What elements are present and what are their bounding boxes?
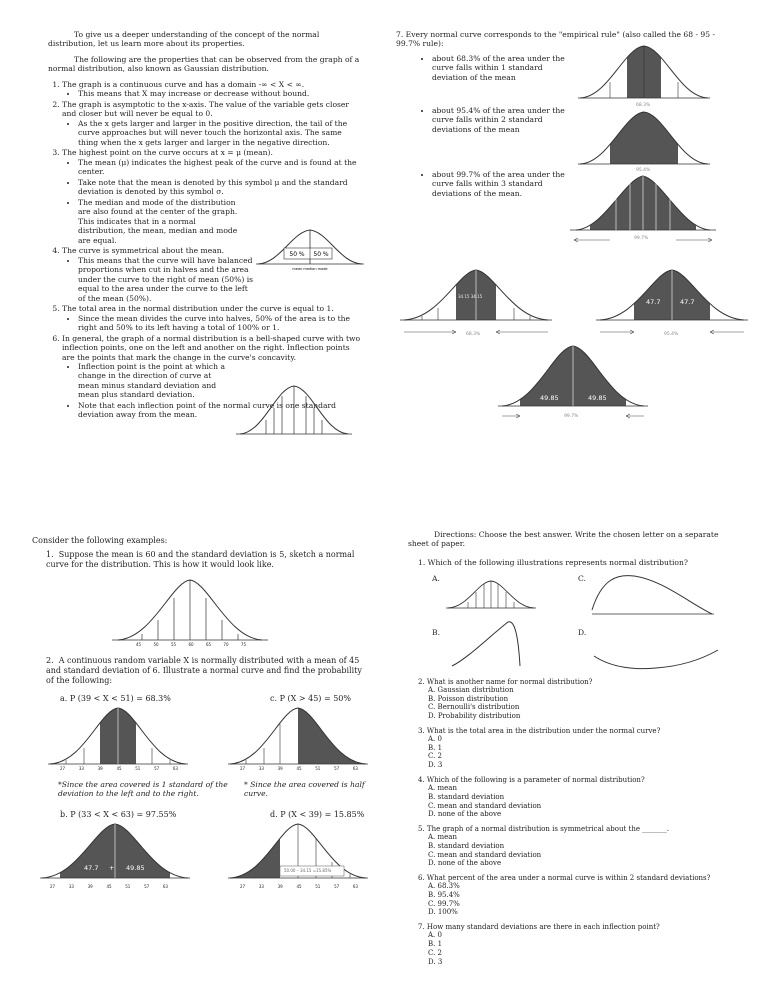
examples-heading: Consider the following examples: <box>32 536 168 545</box>
quiz-directions: Directions: Choose the best answer. Write the chosen letter on a separate sheet of paper. <box>408 530 719 549</box>
quiz-question-1: 1. Which of the following illustrations represents normal distribution? <box>418 558 688 567</box>
quiz-item: 5. The graph of a normal distribution is symmetrical about the _______. A. mean B. standard deviation C. mean and standard deviation D. none of the above <box>418 825 669 868</box>
inflection-curve-figure <box>234 380 354 442</box>
part-a-note: *Since the area covered is 1 standard of the deviation to the left and to the right. <box>58 780 228 799</box>
halves-left-label: 50 % <box>289 251 305 258</box>
pair-left-outer-label: 68.3% <box>466 332 481 337</box>
wide-right-label: 49.85 <box>588 394 607 402</box>
quiz-item: 2. What is another name for normal distribution? A. Gaussian distribution B. Poisson distribution C. Bernoulli's distribution D. Probability distribution <box>418 678 593 721</box>
empirical-label-99: 99.7% <box>634 236 649 241</box>
quiz-item: 7. How many standard deviations are there in each inflection point? A. 0 B. 1 C. 2 D. 3 <box>418 923 660 966</box>
property-item: 5. The total area in the normal distribution under the curve is equal to 1. • Since the mean divides the curve into halves, 50% of the area is to the right and 50% to its left having a total of 100% or 1. <box>62 304 364 332</box>
q1-option-b-figure <box>448 618 528 670</box>
pair-curve-left <box>400 266 552 342</box>
quiz-item: 6. What percent of the area under a normal curve is within 2 standard deviations? A. 68.3% B. 95.4% C. 99.7% D. 100% <box>418 874 711 917</box>
empirical-bullet-2: • about 95.4% of the area under the curve falls within 2 standard deviations of the mean <box>422 106 567 135</box>
property-bullet: • The median and mode of the distribution are also found at the center of the graph. This indicates that in a normal distribution, the mean, median and mode are equal. <box>78 198 364 245</box>
wide-left-label: 49.85 <box>540 394 559 402</box>
property-bullet: • The mean (μ) indicates the highest peak of the curve and is found at the center. <box>78 158 364 177</box>
quiz-questions <box>418 678 730 972</box>
empirical-curve-95 <box>578 108 710 168</box>
quiz-item: 4. Which of the following is a parameter of normal distribution? A. mean B. standard deviation C. mean and standard deviation D. none of the above <box>418 776 645 819</box>
quiz-item: 3. What is the total area in the distribution under the normal curve? A. 0 B. 1 C. 2 D. 3 <box>418 727 661 770</box>
part-d-label-box: 50.00 – 34.15 =15.85% <box>284 868 332 873</box>
q1-option-c-figure <box>588 572 716 618</box>
empirical-curve-68 <box>578 42 710 102</box>
pair-right-outer-label: 95.4% <box>664 332 679 337</box>
halves-under-label: mean median mode <box>292 267 328 271</box>
property-item: 2. The graph is asymptotic to the x-axis. The value of the variable gets closer and closer but will never be equal to 0. • As the x gets larger and larger in the positive direction, the tail of the curve approaches but will never touch the horizontal axis. The same thing when the x gets larger and larger in the negative direction. <box>62 100 364 147</box>
q1-option-b-label: B. <box>432 628 440 637</box>
example-2: 2. A continuous random variable X is normally distributed with a mean of 45 and standard deviation of 6. Illustrate a normal curve and find the probability of the following: <box>46 656 362 685</box>
pair-right-right-label: 47.7 <box>680 298 695 306</box>
example-1: 1. Suppose the mean is 60 and the standard deviation is 5, sketch a normal curve for the distribution. This is how it would look like. <box>46 550 355 569</box>
part-c-ticks: 27 33 39 45 51 57 63 <box>240 766 358 771</box>
q1-option-d-label: D. <box>578 628 587 637</box>
q1-option-a-label: A. <box>432 574 440 583</box>
q1-option-a-figure <box>446 578 536 612</box>
part-b-mid-label: + <box>109 864 115 872</box>
part-d-curve <box>228 820 368 886</box>
empirical-label-68: 68.3% <box>636 103 651 108</box>
property-bullet: • As the x gets larger and larger in the positive direction, the tail of the curve approaches but will never touch the horizontal axis. The same thing when the x gets larger and larger in the negative direction. <box>78 119 364 147</box>
property-bullet: • Inflection point is the point at which a change in the direction of curve at mean minus standard deviation and mean plus standard deviation. <box>78 362 364 400</box>
wide-curve-99 <box>498 342 648 422</box>
part-c-label: c. P (X > 45) = 50% <box>270 694 351 703</box>
wide-outer-label: 99.7% <box>564 414 579 419</box>
part-d-ticks: 27 33 39 45 51 57 63 <box>240 884 358 889</box>
q1-option-d-figure <box>592 634 720 674</box>
empirical-rule-intro: 7. Every normal curve corresponds to the "empirical rule" (also called the 68 - 95 - 99.7% rule): <box>396 30 716 49</box>
empirical-bullet-1: • about 68.3% of the area under the curve falls within 1 standard deviation of the mean <box>422 54 567 83</box>
pair-right-left-label: 47.7 <box>646 298 661 306</box>
pair-curve-right <box>596 266 748 342</box>
property-item: 6. In general, the graph of a normal distribution is a bell-shaped curve with two inflection points, one on the left and another on the right. Inflection points are the points that mark the change in the curve's concavity. • Inflection point is the point at which a change in the direction of curve at mean minus standard deviation and mean plus standard deviation. • Note that each inflection point of the normal curve is one standard deviation away from the mean. <box>62 334 364 420</box>
property-item: 4. The curve is symmetrical about the mean. • This means that the curve will have balanced proportions when cut in halves and the area under the curve to the right of mean (50%) is equal to the area under the curve to the left of the mean (50%). <box>62 246 364 303</box>
part-a-ticks: 27 33 39 45 51 57 63 <box>60 766 178 771</box>
property-bullet: • Take note that the mean is denoted by this symbol μ and the standard deviation is denoted by this symbol σ. <box>78 178 364 197</box>
property-bullet: • This means that the curve will have balanced proportions when cut in halves and the area under the curve to the right of mean (50%) is equal to the area under the curve to the left of the mean (50%). <box>78 256 364 303</box>
q1-option-c-label: C. <box>578 574 586 583</box>
part-a-label: a. P (39 < X < 51) = 68.3% <box>60 694 171 703</box>
part-b-left-label: 47.7 <box>84 864 99 872</box>
part-b-curve <box>40 820 190 886</box>
part-b-label: b. P (33 < X < 63) = 97.55% <box>60 810 177 819</box>
part-b-ticks: 27 33 39 45 51 57 63 <box>50 884 168 889</box>
lead-paragraph: The following are the properties that can be observed from the graph of a normal distribution, also known as Gaussian distribution. <box>48 54 360 74</box>
empirical-label-95: 95.4% <box>636 168 651 173</box>
part-c-note: * Since the area covered is half curve. <box>244 780 365 799</box>
pair-left-inner-label: 34.15 34.15 <box>458 294 483 299</box>
example1-ticks: 45 50 55 60 65 70 75 <box>136 642 246 647</box>
empirical-bullet-3: • about 99.7% of the area under the curve falls within 3 standard deviations of the mean. <box>422 170 567 199</box>
property-bullet: • Note that each inflection point of the normal curve is one standard deviation away from the mean. <box>78 401 364 420</box>
part-d-label: d. P (X < 39) = 15.85% <box>270 810 365 819</box>
intro-paragraph: To give us a deeper understanding of the concept of the normal distribution, let us learn more about its properties. <box>48 30 320 49</box>
property-item: 3. The highest point on the curve occurs at x = μ (mean). • The mean (μ) indicates the highest peak of the curve and is found at the center. • Take note that the mean is denoted by this symbol μ and the standard deviation is denoted by this symbol σ. • The median and mode of the distribution are also found at the center of the graph. This indicates that in a normal distribution, the mean, median and mode are equal. <box>62 148 364 245</box>
example1-curve <box>112 576 268 652</box>
property-bullet: • Since the mean divides the curve into halves, 50% of the area is to the right and 50% to its left having a total of 100% or 1. <box>78 314 364 333</box>
property-item: 1. The graph is a continuous curve and has a domain -∞ < X < ∞. • This means that X may increase or decrease without bound. <box>62 80 364 99</box>
part-b-right-label: 49.85 <box>126 864 145 872</box>
halves-right-label: 50 % <box>313 251 329 258</box>
property-bullet: • This means that X may increase or decrease without bound. <box>78 89 364 98</box>
halves-curve-figure <box>254 224 366 272</box>
